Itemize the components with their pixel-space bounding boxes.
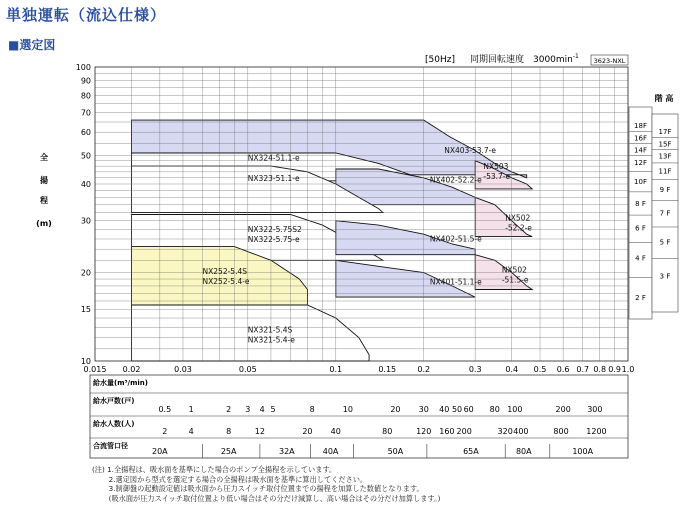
table-row-header: 給水量(m³/min) [93,379,148,387]
table-cell: 50 [451,405,463,414]
table-cell: 1200 [586,427,607,436]
y-axis-label-char: 全 [40,153,48,162]
table-cell: 4 [259,405,265,414]
note-line: (吸水面が圧力スイッチ取付位置より低い場合はその分だけ減算し、高い場合はその分だけ加算します。) [92,493,441,503]
region-label: NX502 -52.2-e [505,213,532,233]
region-label: NX402-51.5-e [429,234,482,244]
table-cell: 200 [555,405,571,414]
floor-label: 8 F [635,199,646,208]
floor-label: 4 F [635,254,646,263]
table-cell: 400 [513,427,529,436]
table-cell: 20 [390,405,401,414]
x-tick-label: 0.6 [556,365,570,374]
floor-label: 13F [658,152,672,161]
table-cell: 12 [254,427,265,436]
table-cell: 65A [463,447,479,456]
table-cell: 80A [515,447,532,456]
region-label: NX503 -53.7-e [483,161,511,181]
x-tick-label: 0.05 [238,365,257,374]
floor-label: 16F [634,134,647,143]
x-tick-label: 0.2 [417,365,431,374]
region-label: NX321-5.4S NX321-5.4-e [247,325,295,345]
floor-label: 17F [658,128,672,137]
x-tick-label: 0.7 [576,365,590,374]
table-cell: 2 [226,405,232,414]
table-cell: 8 [226,427,232,436]
region-label: NX403-53.7-e [444,145,497,155]
page-title: 単独運転（流込仕様） [6,6,167,24]
table-cell: 100A [572,447,594,456]
bottom-table [90,375,628,458]
region-label: NX323-51.1-e [247,173,300,183]
table-cell: 20A [152,447,168,456]
notes [92,465,440,503]
table-row-header: 合流管口径 [93,442,128,450]
table-row-header: 給水戸数(戸) [93,397,135,405]
x-tick-label: 0.15 [378,365,397,374]
x-tick-label: 1.0 [621,365,635,374]
table-cell: 200 [456,427,472,436]
y-tick-label: 80 [80,91,91,101]
table-row-header: 給水人数(人) [93,420,135,428]
region-label: NX324-51.1-e [247,153,300,163]
region-label: NX401-51.1-e [429,277,482,287]
x-tick-label: 0.1 [329,365,343,374]
table-cell: 4 [188,427,194,436]
floor-label: 10F [634,177,647,186]
floor-label: 2 F [635,294,646,303]
table-cell: 3 [245,405,251,414]
y-tick-label: 70 [80,108,91,118]
table-cell: 300 [587,405,603,414]
table-cell: 160 [439,427,455,436]
table-cell: 40 [439,405,450,414]
y-tick-label: 40 [80,179,91,189]
table-cell: 2 [162,427,168,436]
floor-label: 18F [634,121,647,130]
speed-label: 同期回転速度 $3000\min^{-1}$ [470,53,579,65]
table-cell: 800 [553,427,569,436]
table-cell: 10 [342,405,353,414]
section-title: ■選定図 [8,38,56,52]
y-tick-label: 60 [80,128,91,138]
y-tick-label: 100 [75,63,91,72]
table-cell: 40 [330,427,341,436]
table-cell: 80 [382,427,393,436]
floor-label: 9 F [659,185,671,194]
x-tick-label: 0.8 [593,365,607,374]
x-tick-label: 0.015 [83,365,107,374]
table-cell: 0.5 [158,405,172,414]
y-tick-label: 15 [80,305,91,315]
table-cell: 8 [309,405,315,414]
x-tick-label: 0.4 [505,365,519,374]
x-tick-label: 0.3 [468,365,482,374]
y-axis-label-char: (m) [36,219,52,228]
region-label: NX502 -51.5-e [501,265,529,285]
table-cell: 320 [497,427,513,436]
table-cell: 25A [220,447,237,456]
note-line: 2.選定図から型式を選定する場合の全揚程は吸水面を基準に算出してください。 [92,474,368,484]
y-axis-label-char: 程 [40,196,48,205]
doc-code: 3623-NXL [593,57,626,65]
floor-label: 15F [658,140,672,149]
floor-label: 3 F [659,272,671,281]
floor-label: 5 F [659,238,671,247]
table-cell: 30 [418,405,429,414]
floor-label: 11F [658,167,672,176]
y-tick-label: 20 [80,268,91,278]
table-cell: 50A [387,447,404,456]
y-tick-label: 90 [80,76,91,86]
y-axis-label-char: 揚 [40,176,48,185]
table-cell: 120 [416,427,432,436]
hz-label: [50Hz] [425,55,455,65]
floors-label: 階 高 [654,94,674,103]
note-line: (注) 1.全揚程は、吸水面を基準にした場合のポンプ全揚程を示しています。 [92,465,337,474]
x-tick-label: 0.9 [608,365,621,374]
region-label: NX252-5.4S NX252-5.4-e [202,266,250,286]
region-label: NX322-5.75S2 NX322-5.75-e [247,224,302,244]
y-tick-label: 50 [80,151,91,161]
x-tick-label: 0.03 [174,365,192,374]
table-cell: 60 [463,405,474,414]
y-tick-label: 10 [80,357,91,366]
note-line: 3.制御盤の起動設定値は吸水面から圧力スイッチ取付位置までの揚程を加算した数値となります。 [92,484,424,494]
x-tick-label: 0.5 [533,365,547,374]
y-tick-label: 30 [80,216,91,226]
table-cell: 80 [489,405,500,414]
table-cell: 1 [188,405,194,414]
x-tick-label: 0.02 [122,365,141,374]
table-cell: 40A [322,447,339,456]
floor-label: 12F [634,159,647,168]
table-cell: 32A [278,447,295,456]
floor-label: 7 F [659,209,671,218]
region-label: NX402-52.2-e [429,175,482,185]
table-cell: 5 [270,405,276,414]
table-cell: 20 [302,427,313,436]
floor-label: 6 F [635,224,646,233]
table-cell: 100 [507,405,523,414]
floor-label: 14F [634,146,647,155]
